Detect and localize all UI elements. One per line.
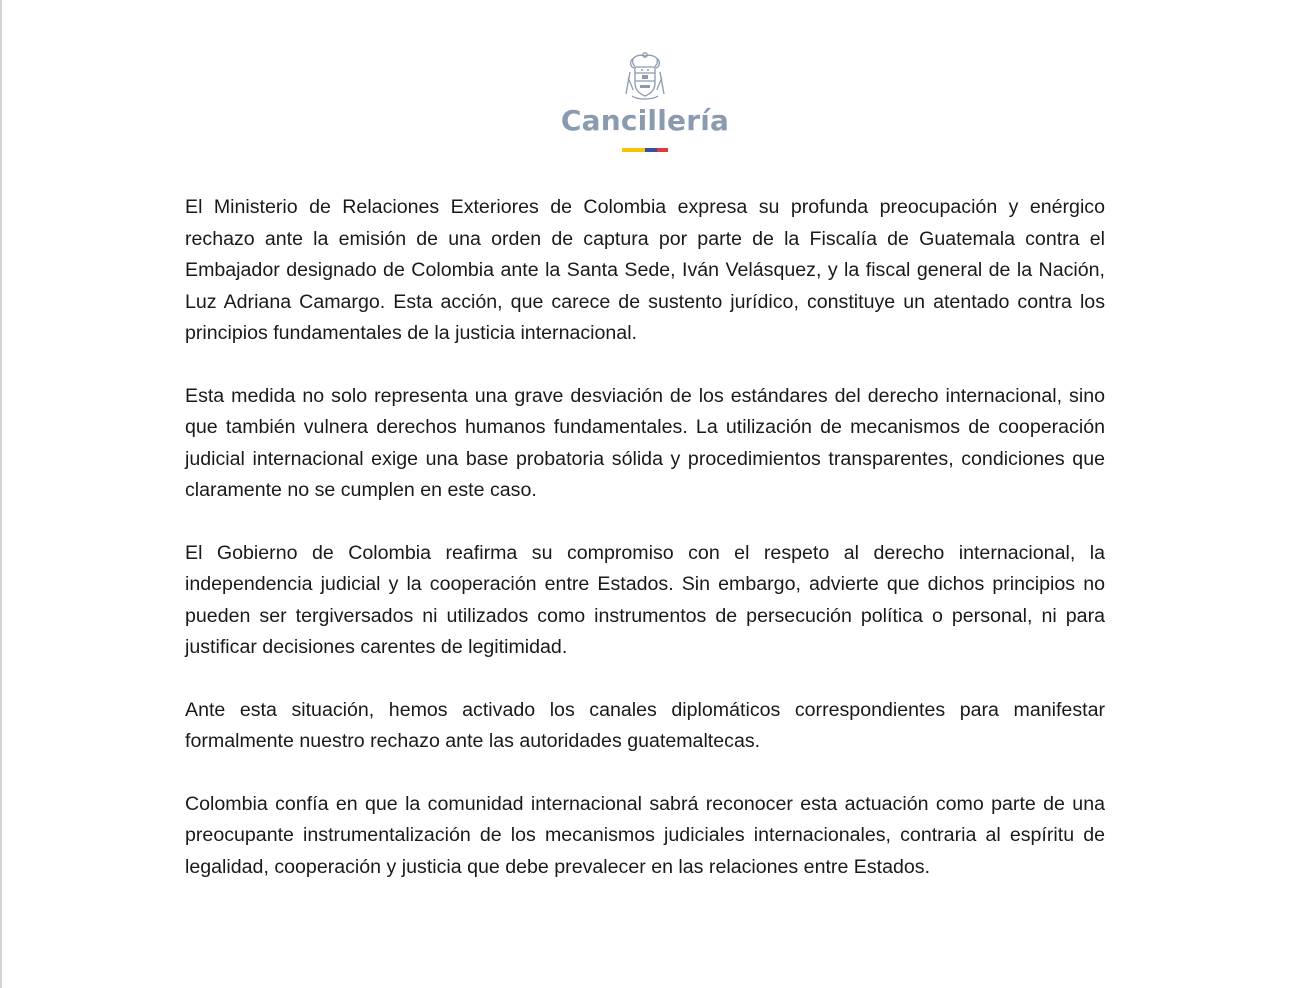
paragraph-2: Esta medida no solo representa una grave desviación de los estándares del derecho internacional, sino que también vulnera derechos humanos fundamentales. La utilización de mecanismos de cooperación judicial internacional exige una base probatoria sólida y procedimientos transparentes, condiciones que claramente no se cumplen en este caso. (185, 384, 1105, 501)
paragraph-5: Colombia confía en que la comunidad internacional sabrá reconocer esta actuación como parte de una preocupante instrumentalización de los mecanismos judiciales internacionales, contraria al espíritu de legalidad, cooperación y justicia que debe prevalecer en las relaciones entre Estados. (185, 792, 1105, 878)
flag-stripe-yellow (622, 148, 645, 152)
flag-stripe-red (657, 148, 668, 152)
flag-stripe (622, 148, 668, 152)
flag-stripe-blue (645, 148, 657, 152)
paragraph-3: El Gobierno de Colombia reafirma su compromiso con el respeto al derecho internacional, la independencia judicial y la cooperación entre Estados. Sin embargo, advierte que dichos principios no pueden ser tergiversados ni utilizados como instrumentos de persecución política o personal, ni para justificar decisiones carentes de legitimidad. (185, 541, 1105, 658)
brand-name: Cancillería (560, 104, 730, 137)
statement-body (185, 192, 1105, 914)
colombia-coat-of-arms-icon (618, 50, 672, 104)
paragraph-4: Ante esta situación, hemos activado los canales diplomáticos correspondientes para manifestar formalmente nuestro rechazo ante las autoridades guatemaltecas. (185, 698, 1105, 752)
letterhead (0, 50, 1290, 152)
paragraph-1: El Ministerio de Relaciones Exteriores de Colombia expresa su profunda preocupación y enérgico rechazo ante la emisión de una orden de captura por parte de la Fiscalía de Guatemala contra el Embajador designado de Colombia ante la Santa Sede, Iván Velásquez, y la fiscal general de la Nación, Luz Adriana Camargo. Esta acción, que carece de sustento jurídico, constituye un atentado contra los principios fundamentales de la justicia internacional. (185, 196, 1105, 344)
